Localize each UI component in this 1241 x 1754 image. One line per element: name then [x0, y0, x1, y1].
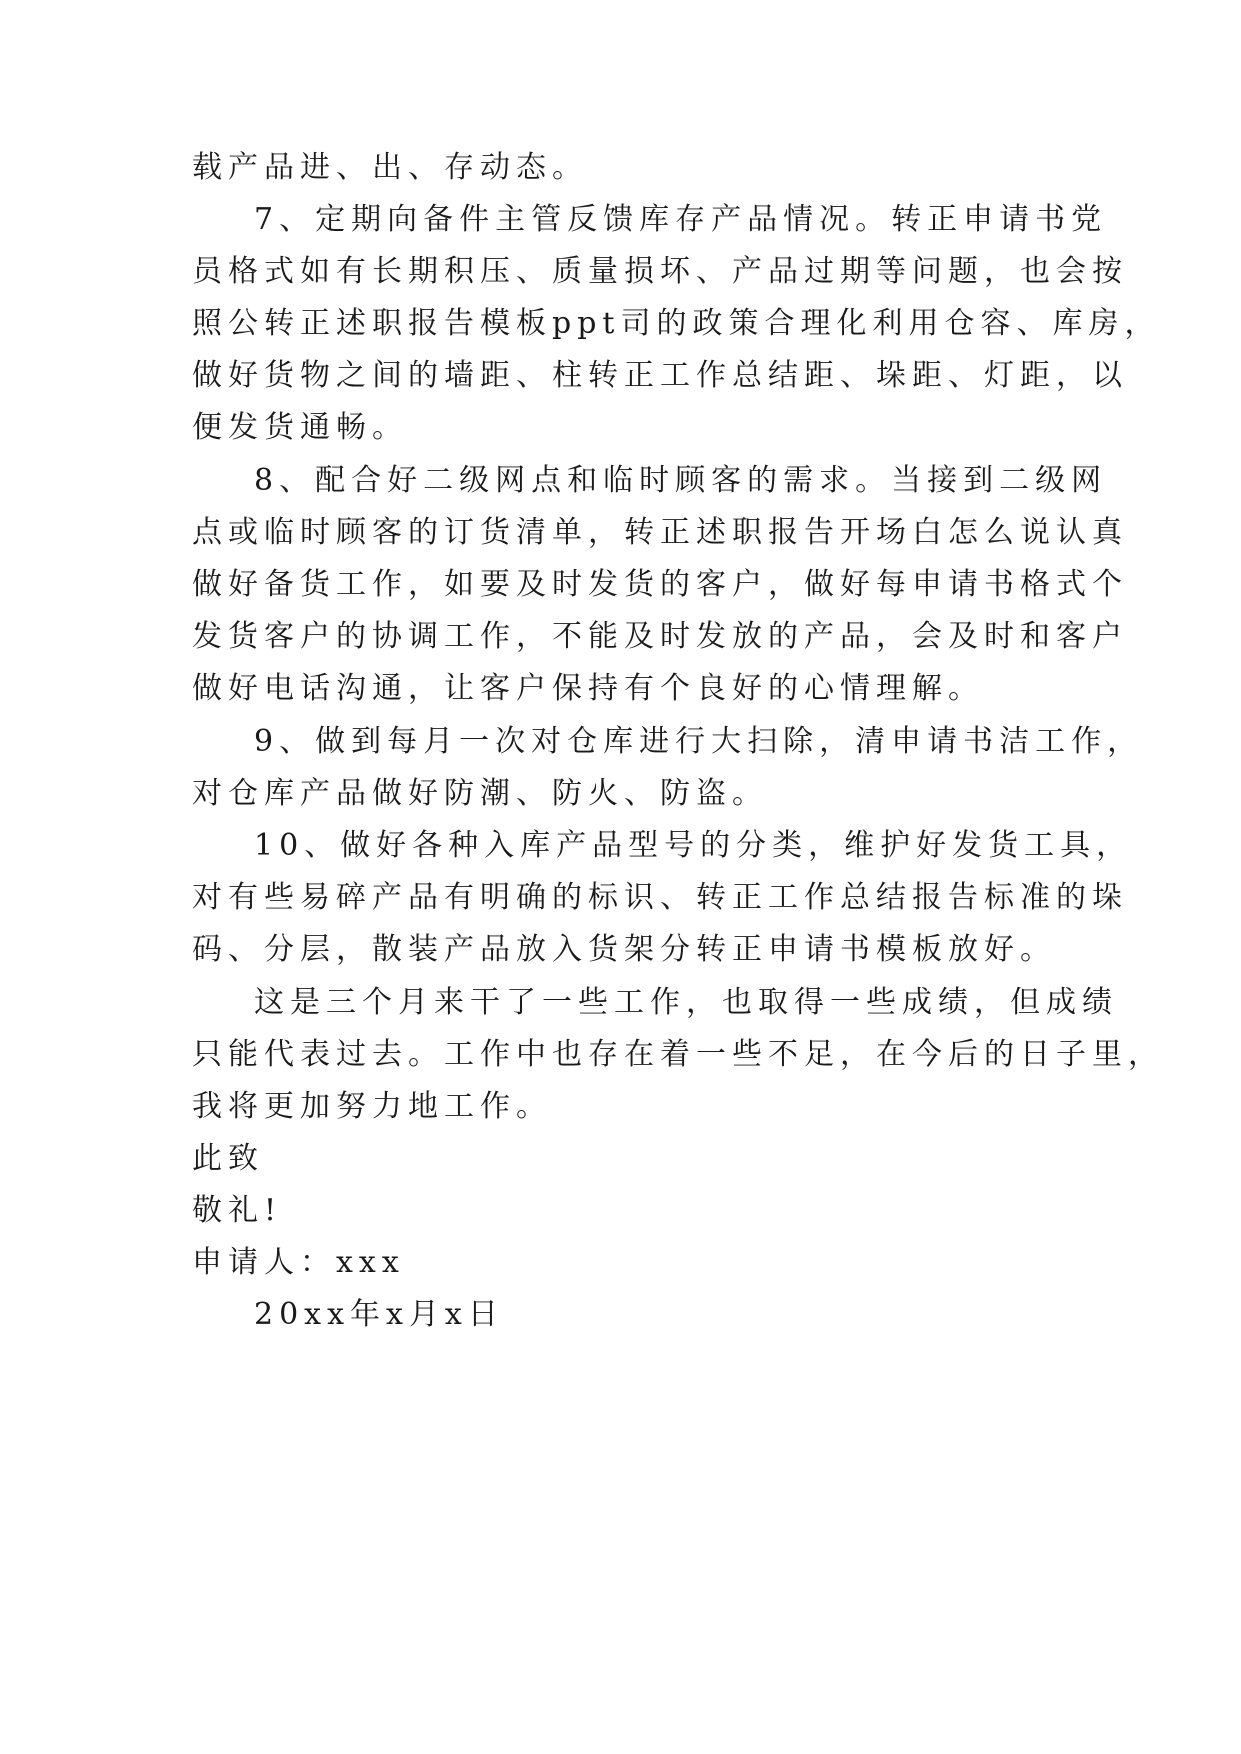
paragraph-line: 10、做好各种入库产品型号的分类，维护好发货工具，: [254, 828, 1133, 863]
date-line: 20xx年x月x日: [254, 1297, 504, 1332]
paragraph-line: 我将更加努力地工作。: [192, 1089, 552, 1124]
paragraph-line: 8、配合好二级网点和临时顾客的需求。当接到二级网: [254, 463, 1108, 498]
paragraph-line: 码、分层，散装产品放入货架分转正申请书模板放好。: [192, 932, 1056, 967]
closing-regards: 敬礼!: [192, 1193, 283, 1228]
closing-salutation: 此致: [192, 1141, 264, 1176]
paragraph-line: 9、做到每月一次对仓库进行大扫除，清申请书洁工作，: [254, 724, 1144, 759]
paragraph-line: 员格式如有长期积压、质量损坏、产品过期等问题，也会按: [192, 254, 1128, 289]
paragraph-line: 7、定期向备件主管反馈库存产品情况。转正申请书党: [254, 202, 1108, 237]
applicant-line: 申请人：xxx: [192, 1245, 405, 1280]
paragraph-line: 只能代表过去。工作中也存在着一些不足，在今后的日子里，: [192, 1037, 1164, 1072]
paragraph-line: 做好电话沟通，让客户保持有个良好的心情理解。: [192, 671, 984, 706]
paragraph-line: 载产品进、出、存动态。: [192, 150, 588, 185]
paragraph-line: 做好备货工作，如要及时发货的客户，做好每申请书格式个: [192, 567, 1128, 602]
paragraph-line: 做好货物之间的墙距、柱转正工作总结距、垛距、灯距，以: [192, 358, 1128, 393]
paragraph-line: 发货客户的协调工作，不能及时发放的产品，会及时和客户: [192, 619, 1128, 654]
paragraph-line: 对有些易碎产品有明确的标识、转正工作总结报告标准的垛: [192, 880, 1128, 915]
paragraph-line: 点或临时顾客的订货清单，转正述职报告开场白怎么说认真: [192, 515, 1128, 550]
paragraph-line: 照公转正述职报告模板ppt司的政策合理化利用仓容、库房，: [192, 306, 1161, 341]
paragraph-line: 便发货通畅。: [192, 410, 408, 445]
paragraph-line: 这是三个月来干了一些工作，也取得一些成绩，但成绩: [254, 985, 1118, 1020]
paragraph-line: 对仓库产品做好防潮、防火、防盗。: [192, 776, 768, 811]
